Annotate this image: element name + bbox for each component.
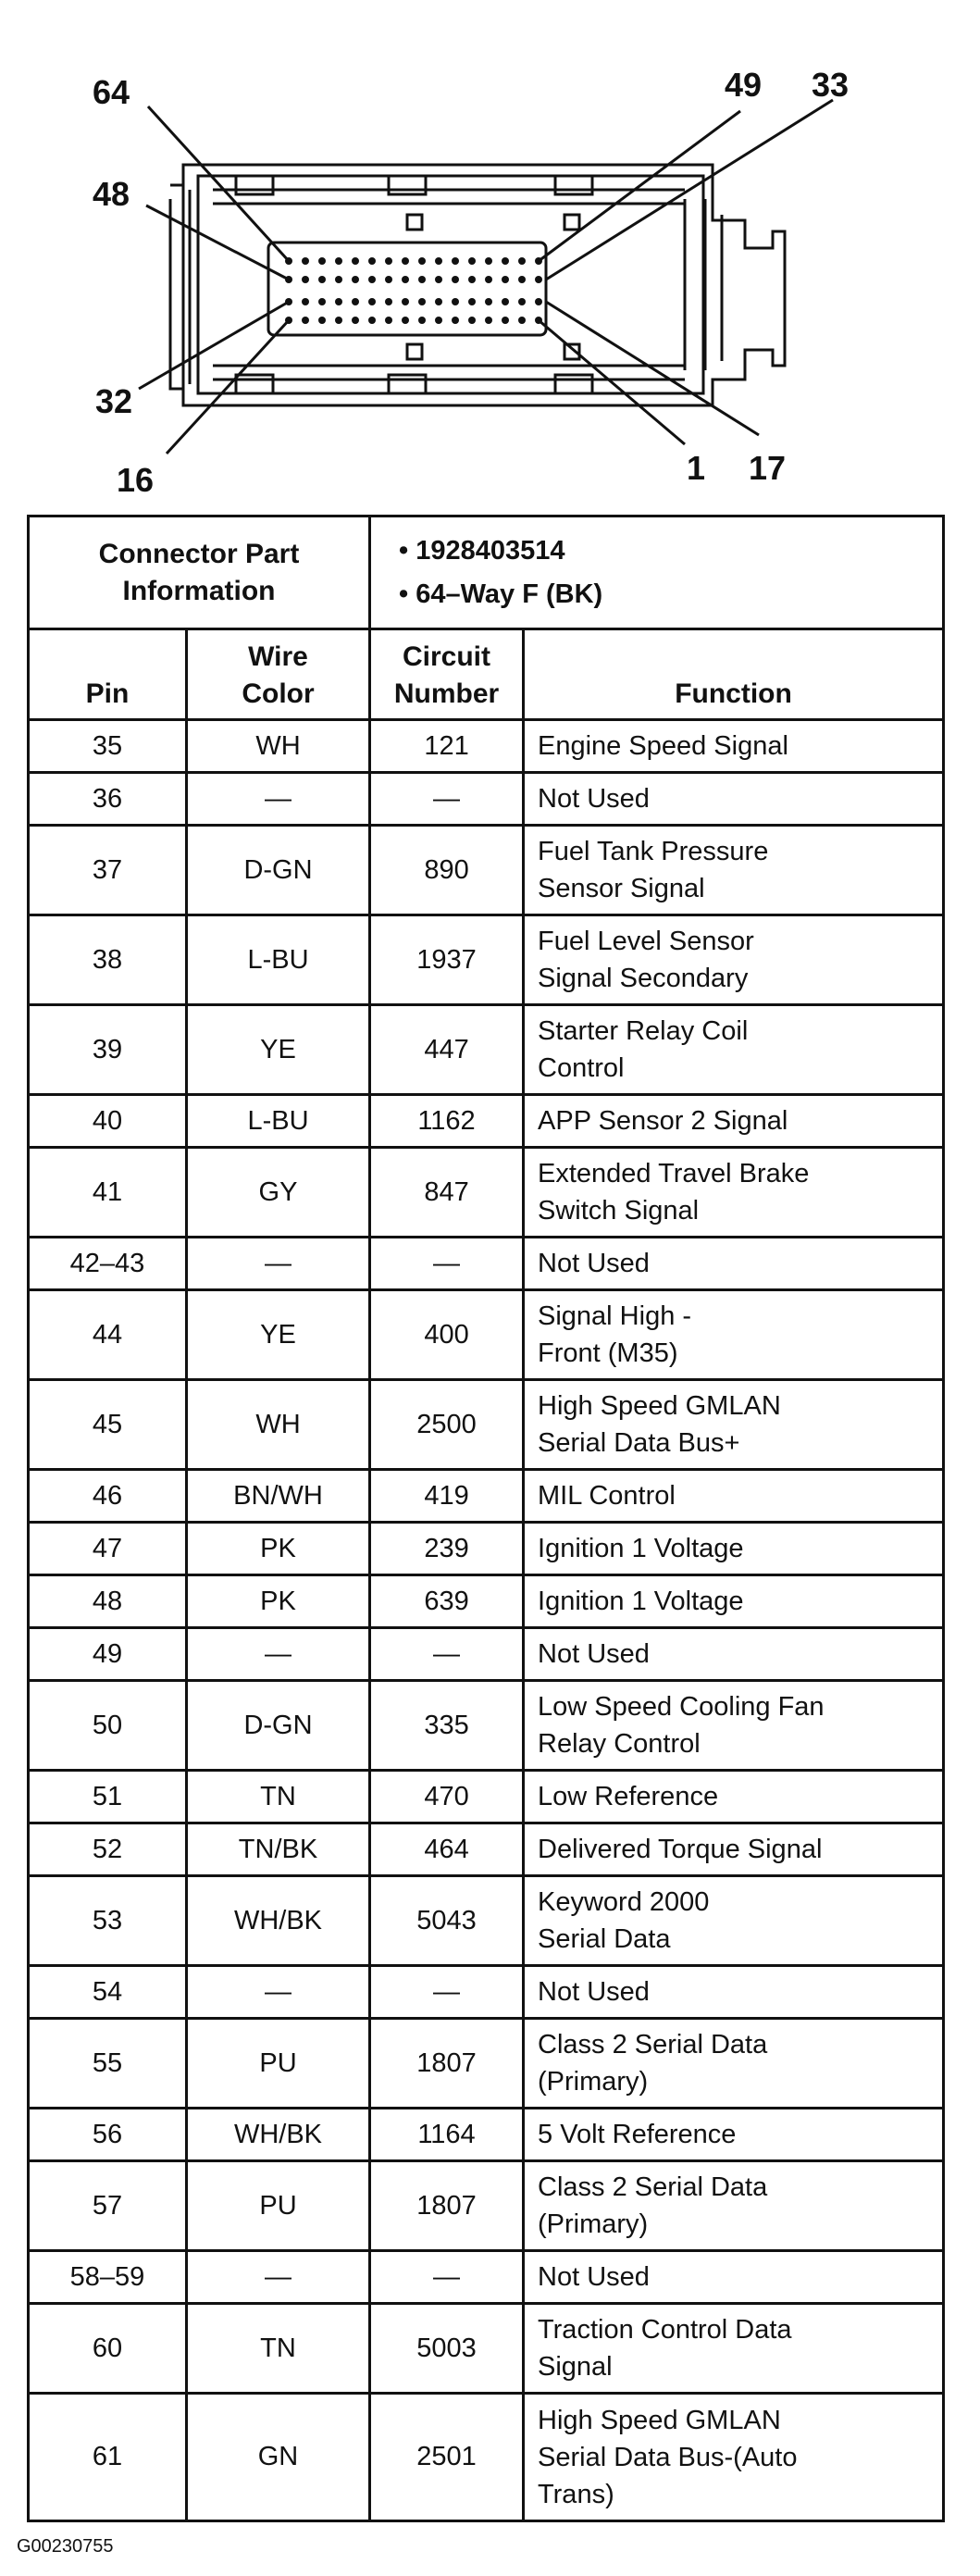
table-row [29, 1148, 944, 1238]
label-16: 16 [117, 461, 155, 499]
function-cell [524, 1290, 944, 1380]
function-line: Engine Speed Signal [538, 731, 788, 761]
pin-cell: 61 [29, 2394, 187, 2521]
function-cell [524, 2019, 944, 2109]
circuit-number-cell: 890 [370, 826, 524, 915]
function-cell [524, 1523, 944, 1575]
function-cell [524, 2109, 944, 2161]
function-line: Switch Signal [538, 1196, 700, 1226]
function-cell [524, 1148, 944, 1238]
function-line: Serial Data [538, 1924, 671, 1954]
table-row [29, 2161, 944, 2251]
function-line: Extended Travel Brake [538, 1159, 810, 1188]
circuit-number-cell: — [370, 1628, 524, 1681]
circuit-number-cell: — [370, 1966, 524, 2019]
circuit-number-cell: 335 [370, 1681, 524, 1771]
pin-cell: 54 [29, 1966, 187, 2019]
function-cell [524, 1876, 944, 1966]
function-line: (Primary) [538, 2067, 649, 2097]
circuit-number-cell: 121 [370, 720, 524, 773]
pin-cell: 44 [29, 1290, 187, 1380]
circuit-number-cell: — [370, 773, 524, 826]
part-info-row [29, 516, 944, 629]
function-line: 5 Volt Reference [538, 2120, 737, 2149]
wire-color-cell: PU [187, 2161, 370, 2251]
table-row [29, 1628, 944, 1681]
function-line: (Primary) [538, 2209, 649, 2239]
table-row [29, 720, 944, 773]
wire-color-cell: PK [187, 1523, 370, 1575]
pin-cell: 39 [29, 1005, 187, 1095]
function-cell [524, 1823, 944, 1876]
function-line: Class 2 Serial Data [538, 2030, 768, 2060]
wire-color-cell: TN [187, 1771, 370, 1823]
function-line: Class 2 Serial Data [538, 2172, 768, 2202]
part-info-header [29, 516, 370, 629]
table-row [29, 2019, 944, 2109]
table-row [29, 915, 944, 1005]
part-number: • 1928403514 [399, 535, 565, 566]
label-64: 64 [93, 73, 130, 111]
wire-color-cell: L-BU [187, 915, 370, 1005]
function-line: Not Used [538, 784, 650, 814]
connector-body [170, 165, 785, 405]
table-row [29, 1238, 944, 1290]
function-line: Not Used [538, 2262, 650, 2292]
circuit-number-cell: 847 [370, 1148, 524, 1238]
circuit-number-cell: 470 [370, 1771, 524, 1823]
col-header-pin: Pin [29, 629, 187, 720]
wire-color-cell: BN/WH [187, 1470, 370, 1523]
wire-color-cell: — [187, 1238, 370, 1290]
function-line: Starter Relay Coil [538, 1016, 749, 1046]
table-row [29, 1005, 944, 1095]
wire-color-cell: TN [187, 2304, 370, 2394]
table-row [29, 2394, 944, 2521]
pin-cell: 36 [29, 773, 187, 826]
wire-color-cell: WH [187, 1380, 370, 1470]
function-cell [524, 720, 944, 773]
wire-color-cell: GY [187, 1148, 370, 1238]
col-header-wire-color [187, 629, 370, 720]
function-cell [524, 1575, 944, 1628]
label-48: 48 [93, 175, 130, 213]
circuit-number-cell: — [370, 1238, 524, 1290]
circuit-number-cell: 447 [370, 1005, 524, 1095]
pin-cell: 41 [29, 1148, 187, 1238]
circuit-number-cell: 1807 [370, 2019, 524, 2109]
table-row [29, 1823, 944, 1876]
wire-color-cell: D-GN [187, 826, 370, 915]
function-cell [524, 1095, 944, 1148]
col-header-wire-color-line-2: Color [242, 678, 315, 709]
table-row [29, 1095, 944, 1148]
col-header-circuit [370, 629, 524, 720]
function-cell [524, 1681, 944, 1771]
circuit-number-cell: 1162 [370, 1095, 524, 1148]
circuit-number-cell: 239 [370, 1523, 524, 1575]
table-row [29, 2109, 944, 2161]
col-header-circuit-line-2: Number [393, 678, 500, 709]
circuit-number-cell: 639 [370, 1575, 524, 1628]
function-cell [524, 1380, 944, 1470]
pin-cell: 37 [29, 826, 187, 915]
connector-diagram [0, 0, 980, 504]
table-row [29, 826, 944, 915]
table-row [29, 2251, 944, 2304]
function-cell [524, 1628, 944, 1681]
wire-color-cell: WH [187, 720, 370, 773]
circuit-number-cell: — [370, 2251, 524, 2304]
wire-color-cell: L-BU [187, 1095, 370, 1148]
function-line: Keyword 2000 [538, 1887, 710, 1917]
function-line: Fuel Level Sensor [538, 927, 754, 956]
function-line: Signal High - [538, 1301, 692, 1331]
function-cell [524, 2394, 944, 2521]
wire-color-cell: — [187, 1628, 370, 1681]
figure-id: G00230755 [17, 2536, 114, 2557]
circuit-number-cell: 5003 [370, 2304, 524, 2394]
function-line: Front (M35) [538, 1338, 678, 1368]
wire-color-cell: WH/BK [187, 1876, 370, 1966]
circuit-number-cell: 2500 [370, 1380, 524, 1470]
table-row [29, 773, 944, 826]
function-line: Fuel Tank Pressure [538, 837, 769, 866]
function-line: Serial Data Bus+ [538, 1428, 740, 1458]
col-header-wire-color-line-1: Wire [248, 641, 308, 672]
function-line: APP Sensor 2 Signal [538, 1106, 788, 1136]
function-line: Control [538, 1053, 625, 1083]
function-line: Relay Control [538, 1729, 701, 1759]
pin-cell: 35 [29, 720, 187, 773]
function-cell [524, 2161, 944, 2251]
table-row [29, 1771, 944, 1823]
part-info-header-line-1: Connector Part [98, 538, 300, 569]
wire-color-cell: GN [187, 2394, 370, 2521]
circuit-number-cell: 1807 [370, 2161, 524, 2251]
table-row [29, 1681, 944, 1771]
wire-color-cell: — [187, 2251, 370, 2304]
table-row [29, 2304, 944, 2394]
pin-cell: 38 [29, 915, 187, 1005]
table-row [29, 1876, 944, 1966]
table-row [29, 1470, 944, 1523]
function-cell [524, 1005, 944, 1095]
function-line: Ignition 1 Voltage [538, 1587, 744, 1616]
function-cell [524, 2251, 944, 2304]
function-line: Delivered Torque Signal [538, 1835, 823, 1864]
pin-cell: 57 [29, 2161, 187, 2251]
pin-cell: 42–43 [29, 1238, 187, 1290]
pin-cell: 52 [29, 1823, 187, 1876]
function-cell [524, 773, 944, 826]
function-line: Not Used [538, 1639, 650, 1669]
circuit-number-cell: 419 [370, 1470, 524, 1523]
function-line: MIL Control [538, 1481, 676, 1511]
wire-color-cell: — [187, 1966, 370, 2019]
table-row [29, 1380, 944, 1470]
label-17: 17 [749, 449, 787, 487]
function-line: Signal [538, 2352, 613, 2382]
wire-color-cell: WH/BK [187, 2109, 370, 2161]
function-line: Signal Secondary [538, 964, 749, 993]
pin-cell: 40 [29, 1095, 187, 1148]
wire-color-cell: YE [187, 1005, 370, 1095]
wire-color-cell: TN/BK [187, 1823, 370, 1876]
wire-color-cell: — [187, 773, 370, 826]
function-line: Low Speed Cooling Fan [538, 1692, 825, 1722]
function-cell [524, 1966, 944, 2019]
leader-lines [139, 100, 833, 454]
pin-cell: 55 [29, 2019, 187, 2109]
wire-color-cell: PU [187, 2019, 370, 2109]
column-header-row [29, 629, 944, 720]
col-header-circuit-line-1: Circuit [403, 641, 491, 672]
table-row [29, 1523, 944, 1575]
label-49: 49 [725, 66, 763, 104]
function-cell [524, 915, 944, 1005]
circuit-number-cell: 1937 [370, 915, 524, 1005]
pin-rows [285, 257, 542, 324]
function-line: Traction Control Data [538, 2315, 792, 2345]
pin-cell: 56 [29, 2109, 187, 2161]
circuit-number-cell: 400 [370, 1290, 524, 1380]
part-info-header-line-2: Information [122, 575, 276, 606]
pin-cell: 51 [29, 1771, 187, 1823]
function-cell [524, 1470, 944, 1523]
wire-color-cell: PK [187, 1575, 370, 1628]
function-line: Trans) [538, 2479, 614, 2509]
pin-cell: 48 [29, 1575, 187, 1628]
circuit-number-cell: 1164 [370, 2109, 524, 2161]
label-32: 32 [95, 382, 133, 420]
pinout-table [27, 515, 945, 2522]
col-header-function: Function [524, 629, 944, 720]
label-33: 33 [812, 66, 850, 104]
circuit-number-cell: 5043 [370, 1876, 524, 1966]
pin-cell: 53 [29, 1876, 187, 1966]
function-line: Serial Data Bus-(Auto [538, 2442, 798, 2472]
pin-cell: 45 [29, 1380, 187, 1470]
pin-cell: 50 [29, 1681, 187, 1771]
table-row [29, 1290, 944, 1380]
function-line: Not Used [538, 1249, 650, 1278]
label-1: 1 [687, 449, 706, 487]
table-row [29, 1966, 944, 2019]
pin-cell: 46 [29, 1470, 187, 1523]
part-info-values [370, 516, 944, 629]
function-line: High Speed GMLAN [538, 1391, 781, 1421]
connector-type: • 64–Way F (BK) [399, 579, 603, 609]
wire-color-cell: YE [187, 1290, 370, 1380]
pin-cell: 47 [29, 1523, 187, 1575]
pin-cell: 60 [29, 2304, 187, 2394]
wire-color-cell: D-GN [187, 1681, 370, 1771]
function-line: High Speed GMLAN [538, 2405, 781, 2435]
circuit-number-cell: 464 [370, 1823, 524, 1876]
pin-cell: 49 [29, 1628, 187, 1681]
function-cell [524, 2304, 944, 2394]
function-line: Sensor Signal [538, 874, 705, 903]
pin-cell: 58–59 [29, 2251, 187, 2304]
function-cell [524, 1238, 944, 1290]
function-line: Not Used [538, 1977, 650, 2007]
function-line: Low Reference [538, 1782, 719, 1811]
function-line: Ignition 1 Voltage [538, 1534, 744, 1563]
circuit-number-cell: 2501 [370, 2394, 524, 2521]
function-cell [524, 1771, 944, 1823]
table-row [29, 1575, 944, 1628]
function-cell [524, 826, 944, 915]
